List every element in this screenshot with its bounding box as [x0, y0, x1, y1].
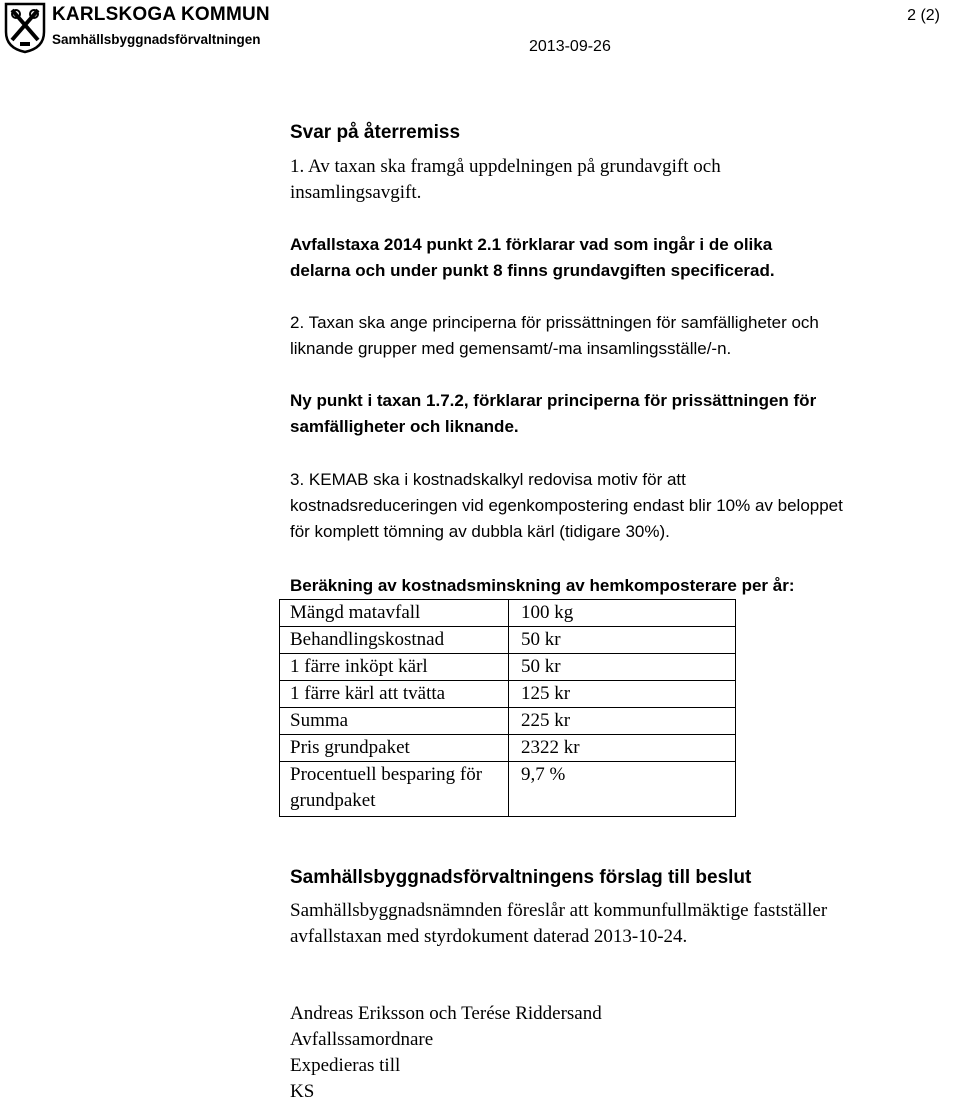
table-row	[280, 735, 736, 762]
answer-1-line: Avfallstaxa 2014 punkt 2.1 förklarar vad som ingår i de olika	[290, 235, 773, 254]
row-label: 1 färre inköpt kärl	[280, 654, 509, 681]
table-row	[280, 708, 736, 735]
answer-2-text	[290, 388, 816, 440]
proposal-text	[290, 898, 827, 950]
row-value: 50 kr	[509, 627, 736, 654]
row-value: 50 kr	[509, 654, 736, 681]
row-label: Behandlingskostnad	[280, 627, 509, 654]
sent-to-label: Expedieras till	[290, 1055, 401, 1076]
row-value: 225 kr	[509, 708, 736, 735]
row-label: Pris grundpaket	[280, 735, 509, 762]
proposal-line: avfallstaxan med styrdokument daterad 2013-10-24.	[290, 926, 688, 947]
item-2-line: liknande grupper med gemensamt/-ma insamlingsställe/-n.	[290, 339, 732, 358]
row-value: 100 kg	[509, 600, 736, 627]
table-row	[280, 681, 736, 708]
table-row	[280, 600, 736, 627]
section-heading: Svar på återremiss	[290, 122, 461, 143]
item-3-line: för komplett tömning av dubbla kärl (tidigare 30%).	[290, 522, 670, 541]
item-3-line: 3. KEMAB ska i kostnadskalkyl redovisa motiv för att	[290, 470, 686, 489]
document-date: 2013-09-26	[529, 38, 611, 55]
row-value: 9,7 %	[509, 762, 736, 817]
table-heading: Beräkning av kostnadsminskning av hemkomposterare per år:	[290, 576, 795, 595]
answer-2-line: samfälligheter och liknande.	[290, 417, 519, 436]
answer-1-line: delarna och under punkt 8 finns grundavgiften specificerad.	[290, 261, 775, 280]
item-1-line: 1. Av taxan ska framgå uppdelningen på grundavgift och	[290, 156, 721, 177]
table-row	[280, 654, 736, 681]
item-3-line: kostnadsreduceringen vid egenkompostering endast blir 10% av beloppet	[290, 496, 843, 515]
signatory-title: Avfallssamordnare	[290, 1029, 434, 1050]
sent-to-recipient: KS	[290, 1081, 315, 1102]
cost-table	[279, 599, 736, 817]
answer-1-text	[290, 232, 775, 284]
proposal-heading: Samhällsbyggnadsförvaltningens förslag till beslut	[290, 867, 752, 888]
department-name: Samhällsbyggnadsförvaltningen	[52, 32, 261, 47]
item-2-line: 2. Taxan ska ange principerna för prissättningen för samfälligheter och	[290, 313, 819, 332]
item-2-text	[290, 310, 819, 362]
table-row	[280, 762, 736, 817]
coat-of-arms-icon	[4, 2, 46, 54]
answer-2-line: Ny punkt i taxan 1.7.2, förklarar principerna för prissättningen för	[290, 391, 817, 410]
row-label: Summa	[280, 708, 509, 735]
row-label: 1 färre kärl att tvätta	[280, 681, 509, 708]
signature-block	[290, 1001, 602, 1105]
item-1-text	[290, 154, 721, 206]
row-label: Mängd matavfall	[280, 600, 509, 627]
row-value: 2322 kr	[509, 735, 736, 762]
page-number: 2 (2)	[907, 7, 940, 24]
row-label: Procentuell besparing för grundpaket	[280, 762, 509, 817]
table-row	[280, 627, 736, 654]
item-1-line: insamlingsavgift.	[290, 182, 422, 203]
row-value: 125 kr	[509, 681, 736, 708]
item-3-text	[290, 467, 843, 545]
org-name: KARLSKOGA KOMMUN	[52, 4, 270, 25]
proposal-line: Samhällsbyggnadsnämnden föreslår att kommunfullmäktige fastställer	[290, 900, 828, 921]
signatory-names: Andreas Eriksson och Terése Riddersand	[290, 1003, 602, 1024]
